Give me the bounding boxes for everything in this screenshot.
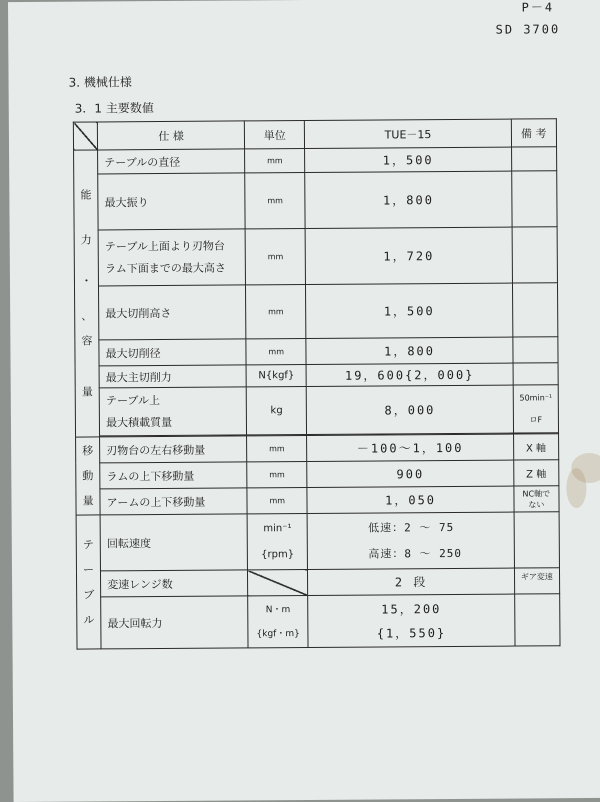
- table-row: [74, 283, 557, 340]
- spec-unit: mm: [247, 461, 308, 487]
- subsection-heading: 3．1 主要数値: [74, 101, 154, 116]
- spec-remark: [512, 227, 558, 283]
- page-number: P－4: [521, 0, 555, 15]
- header-remarks: 備 考: [511, 119, 556, 147]
- table-row: [76, 568, 559, 597]
- spec-value: 1，050: [307, 486, 513, 513]
- group-label-movement: 移 動 量: [76, 437, 101, 515]
- spec-remark: [511, 147, 556, 171]
- spec-unit: mm: [245, 228, 306, 284]
- spec-name: テーブルの直径: [98, 149, 245, 174]
- spec-unit: kg: [246, 386, 307, 434]
- spec-remark: [513, 363, 558, 385]
- corner-cell: [73, 122, 97, 150]
- spec-remark: [514, 512, 560, 568]
- table-header-row: [73, 119, 556, 150]
- spec-value: －100～1，100: [307, 434, 513, 461]
- spec-value: 15，200 {1，550}: [308, 594, 515, 647]
- spec-value: 1，800: [306, 337, 512, 364]
- spec-name: テーブル上 最大積載質量: [99, 387, 246, 436]
- spec-value: 1，500: [305, 147, 511, 172]
- spec-unit: mm: [246, 338, 307, 364]
- spec-unit: N・m {kgf・m}: [248, 595, 309, 647]
- spec-name: テーブル上面より刃物台 ラム下面までの最大高さ: [98, 229, 245, 286]
- table-row: [76, 460, 559, 489]
- spec-remark: Z 軸: [513, 460, 558, 486]
- header-unit: 単位: [244, 120, 305, 148]
- spec-unit-empty: [248, 569, 309, 595]
- spec-name: 刃物台の左右移動量: [100, 436, 247, 463]
- spec-unit: mm: [247, 487, 308, 513]
- spec-remark: [512, 283, 558, 337]
- spec-value: 8，000: [307, 385, 514, 434]
- spec-name: 最大回転力: [101, 596, 248, 649]
- spec-remark: ギア変速: [514, 568, 559, 594]
- section-heading: 3. 機械仕様: [68, 75, 132, 90]
- spec-name: ラムの上下移動量: [100, 462, 247, 489]
- table-row: [74, 227, 557, 286]
- spec-name: 変速レンジ数: [101, 570, 248, 597]
- document-code: SD 3700: [495, 22, 561, 37]
- spec-value: 1，720: [306, 227, 513, 284]
- spec-name: 最大主切削力: [99, 365, 246, 388]
- table-row: [75, 385, 558, 436]
- spec-name: 最大切削高さ: [99, 285, 246, 340]
- table-row: [76, 486, 559, 515]
- spec-remark: [513, 337, 558, 363]
- spec-unit: N{kgf}: [246, 364, 307, 386]
- spec-unit: mm: [245, 172, 306, 228]
- table-row: [74, 147, 557, 174]
- table-row: [76, 434, 559, 463]
- spec-value: 低速：2 ～ 75 高速：8 ～ 250: [308, 512, 515, 569]
- spec-value: 900: [307, 460, 513, 487]
- table-row: [77, 594, 560, 649]
- spec-unit: mm: [246, 284, 307, 338]
- spec-name: 回転速度: [100, 514, 247, 571]
- paper-stain: [566, 468, 586, 508]
- document-page: [8, 0, 600, 802]
- spec-name: 最大切削径: [99, 339, 246, 366]
- table-row: [76, 512, 559, 571]
- spec-table: [73, 118, 561, 649]
- group-label-capacity: 能 力 ・ 、 容 量: [74, 150, 100, 437]
- spec-unit: mm: [245, 148, 306, 172]
- spec-remark: 50min⁻¹ ロF: [513, 385, 559, 433]
- spec-value: 1，500: [306, 283, 513, 338]
- spec-remark: X 軸: [513, 434, 558, 460]
- table-row: [74, 171, 557, 230]
- spec-unit: mm: [247, 435, 308, 461]
- table-row: [75, 337, 558, 366]
- spec-remark: NC軸でない: [514, 486, 559, 512]
- spec-remark: [514, 594, 560, 646]
- spec-value: 19，600{2，000}: [306, 363, 512, 386]
- spec-remark: [511, 171, 557, 227]
- spec-value: 2 段: [308, 568, 514, 595]
- spec-unit: min⁻¹ {rpm}: [247, 513, 308, 569]
- spec-value: 1，800: [305, 171, 512, 228]
- header-model: TUE－15: [305, 119, 511, 148]
- header-spec: 仕 様: [97, 121, 244, 150]
- spec-name: 最大振り: [98, 173, 245, 230]
- group-label-table: テ ー ブ ル: [76, 515, 101, 649]
- spec-name: アームの上下移動量: [100, 488, 247, 515]
